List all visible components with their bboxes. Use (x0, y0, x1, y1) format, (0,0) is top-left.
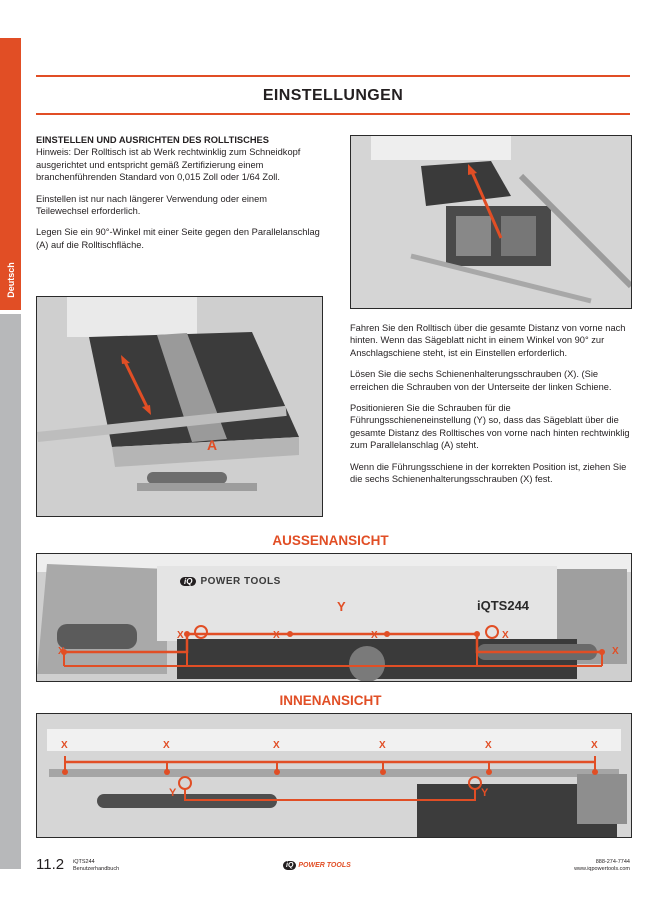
label-x-outer-2: X (177, 630, 184, 641)
footer-doc: Benutzerhandbuch (73, 866, 120, 872)
innenansicht-photo (36, 713, 632, 838)
table-top-illustration (351, 136, 631, 308)
page-number: 11.2 (36, 856, 65, 873)
footer-left (73, 859, 119, 873)
section-heading: EINSTELLEN UND AUSRICHTEN DES ROLLTISCHES (36, 135, 269, 145)
innenansicht-title: INNENANSICHT (279, 693, 382, 708)
left-text-column (36, 134, 321, 260)
label-x-inner-3: X (273, 740, 280, 751)
label-x-outer-5: X (502, 630, 509, 641)
footer-website: www.iqpowertools.com (574, 866, 630, 872)
brand-text: POWER TOOLS (200, 576, 281, 587)
label-x-inner-4: X (379, 740, 386, 751)
footer-logo (283, 860, 351, 871)
paragraph-3: Legen Sie ein 90°-Winkel mit einer Seite gegen den Parallelanschlag (A) auf die Rolltischfläche. (36, 227, 320, 250)
footer-logo-badge: iQ (283, 861, 296, 870)
paragraph-7: Wenn die Führungsschiene in der korrekten Position ist, ziehen Sie die sechs Schienenhalterungsschrauben (X) fest. (350, 461, 627, 485)
model-plate: iQTS244 (477, 598, 530, 613)
footer-model: iQTS244 (73, 859, 95, 865)
right-text-column (350, 322, 632, 494)
rolling-table-photo (36, 296, 323, 517)
aussenansicht-photo (36, 553, 632, 682)
title-rule-bottom (36, 113, 630, 115)
paragraph-5: Lösen Sie die sechs Schienenhalterungsschrauben (X). (Sie erreichen die Schrauben von der Unterseite der linken Schiene. (350, 369, 612, 392)
rolling-table-illustration (37, 297, 322, 516)
paragraph-6: Positionieren Sie die Schrauben für die Führungsschieneneinstellung (Y) so, dass das Sägeblatt über die gesamte Distanz des Rolltisches von vorne nach hinten rechtwinklig zum Parallelanschlag (A) steht. (350, 403, 630, 451)
label-x-inner-6: X (591, 740, 598, 751)
paragraph-2: Einstellen ist nur nach längerer Verwendung oder einem Teilewechsel erforderlich. (36, 193, 268, 217)
language-label: Deutsch (6, 262, 16, 298)
label-x-inner-1: X (61, 740, 68, 751)
label-x-inner-5: X (485, 740, 492, 751)
label-a: A (207, 437, 218, 453)
footer-phone: 888-274-7744 (595, 859, 630, 865)
title-rule-top (36, 75, 630, 77)
sidebar-grey-band (0, 314, 21, 869)
paragraph-4: Fahren Sie den Rolltisch über die gesamte Distanz von vorne nach hinten. Wenn das Sägeblatt nicht in einem Winkel von 90° zur Anschlagschiene steht, ist ein Einstellen erforderlich. (350, 323, 626, 358)
innenansicht-illustration (37, 714, 631, 837)
table-top-photo (350, 135, 632, 309)
label-y-outer: Y (337, 599, 346, 614)
brand-badge: iQ (180, 577, 196, 586)
aussenansicht-illustration (37, 554, 631, 681)
label-x-outer-6: X (612, 646, 619, 657)
label-y-inner-2: Y (481, 787, 489, 799)
label-x-outer-1: X (58, 646, 65, 657)
label-y-inner-1: Y (169, 787, 177, 799)
aussenansicht-title: AUSSENANSICHT (272, 533, 389, 548)
footer-right (540, 859, 630, 873)
brand-plate (180, 576, 281, 587)
footer-logo-text: POWER TOOLS (298, 862, 351, 869)
label-x-outer-4: X (371, 630, 378, 641)
hint-paragraph: Hinweis: Der Rolltisch ist ab Werk rechtwinklig zum Schneidkopf ausgerichtet und entspricht gemäß Zertifizierung einem branchenführenden Standard von 0,015 Zoll oder 1/64 Zoll. (36, 147, 301, 183)
page-title: EINSTELLUNGEN (262, 87, 404, 104)
label-x-inner-2: X (163, 740, 170, 751)
label-x-outer-3: X (273, 630, 280, 641)
